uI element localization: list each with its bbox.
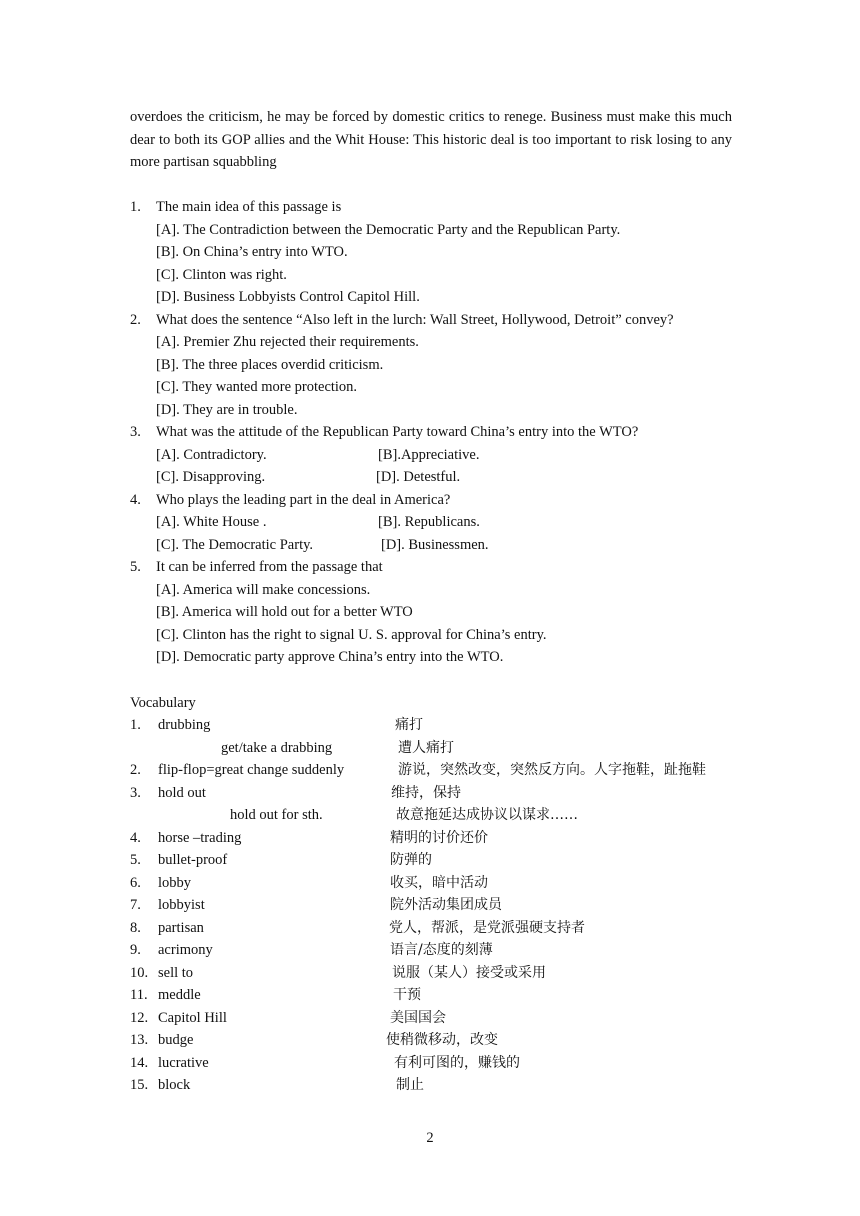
vocab-number: 12. [130, 1010, 149, 1026]
question-option: [A]. Contradictory. [156, 447, 267, 463]
vocab-term: budge [158, 1032, 194, 1048]
question-option: [C]. Clinton has the right to signal U. S. approval for China’s entry. [156, 627, 547, 643]
question-option: [B].Appreciative. [378, 447, 480, 463]
vocab-meaning: 说服（某人）接受或采用 [392, 965, 546, 981]
question-option: [A]. Premier Zhu rejected their requirements. [156, 334, 419, 350]
vocab-number: 2. [130, 762, 141, 778]
question-option: [C]. Disapproving. [156, 469, 266, 485]
question-option: [A]. The Contradiction between the Democratic Party and the Republican Party. [156, 222, 621, 238]
vocab-meaning: 制止 [396, 1077, 424, 1093]
vocab-meaning: 干预 [393, 987, 421, 1003]
vocab-meaning: 语言/态度的刻薄 [390, 942, 493, 958]
vocab-meaning: 有利可图的，赚钱的 [394, 1055, 520, 1071]
question-text: What does the sentence “Also left in the lurch: Wall Street, Hollywood, Detroit” convey? [156, 312, 674, 328]
question-option: [D]. Business Lobbyists Control Capitol Hill. [156, 289, 420, 305]
question-option: [B]. Republicans. [378, 514, 480, 530]
question-option: [C]. The Democratic Party. [156, 537, 314, 553]
vocab-term: partisan [158, 920, 204, 936]
vocab-number: 8. [130, 920, 141, 936]
question-number: 1. [130, 199, 141, 215]
question-number: 4. [130, 492, 141, 508]
vocab-term: sell to [158, 965, 194, 981]
question-number: 2. [130, 312, 141, 328]
vocab-term: lucrative [158, 1055, 209, 1071]
question-text: What was the attitude of the Republican Party toward China’s entry into the WTO? [156, 424, 639, 440]
vocab-number: 1. [130, 717, 141, 733]
vocab-meaning: 故意拖延达成协议以谋求…… [396, 807, 578, 823]
vocab-meaning: 美国国会 [390, 1010, 446, 1026]
vocab-term: drubbing [158, 717, 211, 733]
vocab-term: get/take a drabbing [221, 740, 333, 756]
question-option: [A]. White House . [156, 514, 267, 530]
vocab-term: hold out for sth. [230, 807, 323, 823]
vocab-term: lobby [158, 875, 192, 891]
vocab-number: 15. [130, 1077, 149, 1093]
vocab-number: 3. [130, 785, 141, 801]
vocabulary-heading: Vocabulary [130, 695, 196, 711]
vocab-meaning: 使稍微移动，改变 [386, 1032, 498, 1048]
vocab-meaning: 精明的讨价还价 [390, 830, 488, 846]
passage-end-paragraph: overdoes the criticism, he may be forced by domestic critics to renege. Business must make this much dear to both its GOP allies and the Whit House: This historic deal is too important to risk losing to any more partisan squabbling [130, 109, 732, 170]
question-option: [C]. Clinton was right. [156, 267, 287, 283]
question-option: [B]. The three places overdid criticism. [156, 357, 384, 373]
question-text: It can be inferred from the passage that [156, 559, 383, 575]
vocab-term: hold out [158, 785, 206, 801]
vocab-term: acrimony [158, 942, 213, 958]
page-number: 2 [426, 1130, 434, 1146]
question-option: [B]. America will hold out for a better WTO [156, 604, 413, 620]
question-option: [D]. Democratic party approve China’s entry into the WTO. [156, 649, 504, 665]
question-option: [D]. Businessmen. [381, 537, 489, 553]
question-option: [C]. They wanted more protection. [156, 379, 358, 395]
vocab-number: 14. [130, 1055, 149, 1071]
vocab-number: 6. [130, 875, 141, 891]
vocab-meaning: 遭人痛打 [398, 740, 454, 756]
question-option: [D]. Detestful. [376, 469, 461, 485]
vocab-term: flip-flop=great change suddenly [158, 762, 345, 778]
question-number: 3. [130, 424, 141, 440]
vocab-number: 13. [130, 1032, 149, 1048]
vocab-number: 10. [130, 965, 149, 981]
vocab-term: meddle [158, 987, 201, 1003]
vocab-term: horse –trading [158, 830, 242, 846]
question-option: [B]. On China’s entry into WTO. [156, 244, 348, 260]
vocab-term: bullet-proof [158, 852, 228, 868]
question-option: [A]. America will make concessions. [156, 582, 371, 598]
question-text: The main idea of this passage is [156, 199, 342, 215]
vocab-term: Capitol Hill [158, 1010, 227, 1026]
vocab-number: 9. [130, 942, 141, 958]
question-option: [D]. They are in trouble. [156, 402, 298, 418]
vocab-term: lobbyist [158, 897, 205, 913]
vocab-meaning: 院外活动集团成员 [390, 897, 502, 913]
vocab-meaning: 收买，暗中活动 [390, 875, 488, 891]
vocab-term: block [158, 1077, 191, 1093]
vocab-meaning: 痛打 [395, 717, 423, 733]
question-text: Who plays the leading part in the deal in America? [156, 492, 451, 508]
vocab-meaning: 防弹的 [390, 852, 432, 868]
vocab-meaning: 游说，突然改变，突然反方向。人字拖鞋，趾拖鞋 [398, 762, 706, 778]
vocab-number: 4. [130, 830, 141, 846]
vocab-meaning: 党人，帮派，是党派强硬支持者 [389, 920, 585, 936]
vocab-meaning: 维持，保持 [391, 785, 461, 801]
vocab-number: 7. [130, 897, 141, 913]
vocab-number: 11. [130, 987, 148, 1003]
vocab-number: 5. [130, 852, 141, 868]
question-number: 5. [130, 559, 141, 575]
